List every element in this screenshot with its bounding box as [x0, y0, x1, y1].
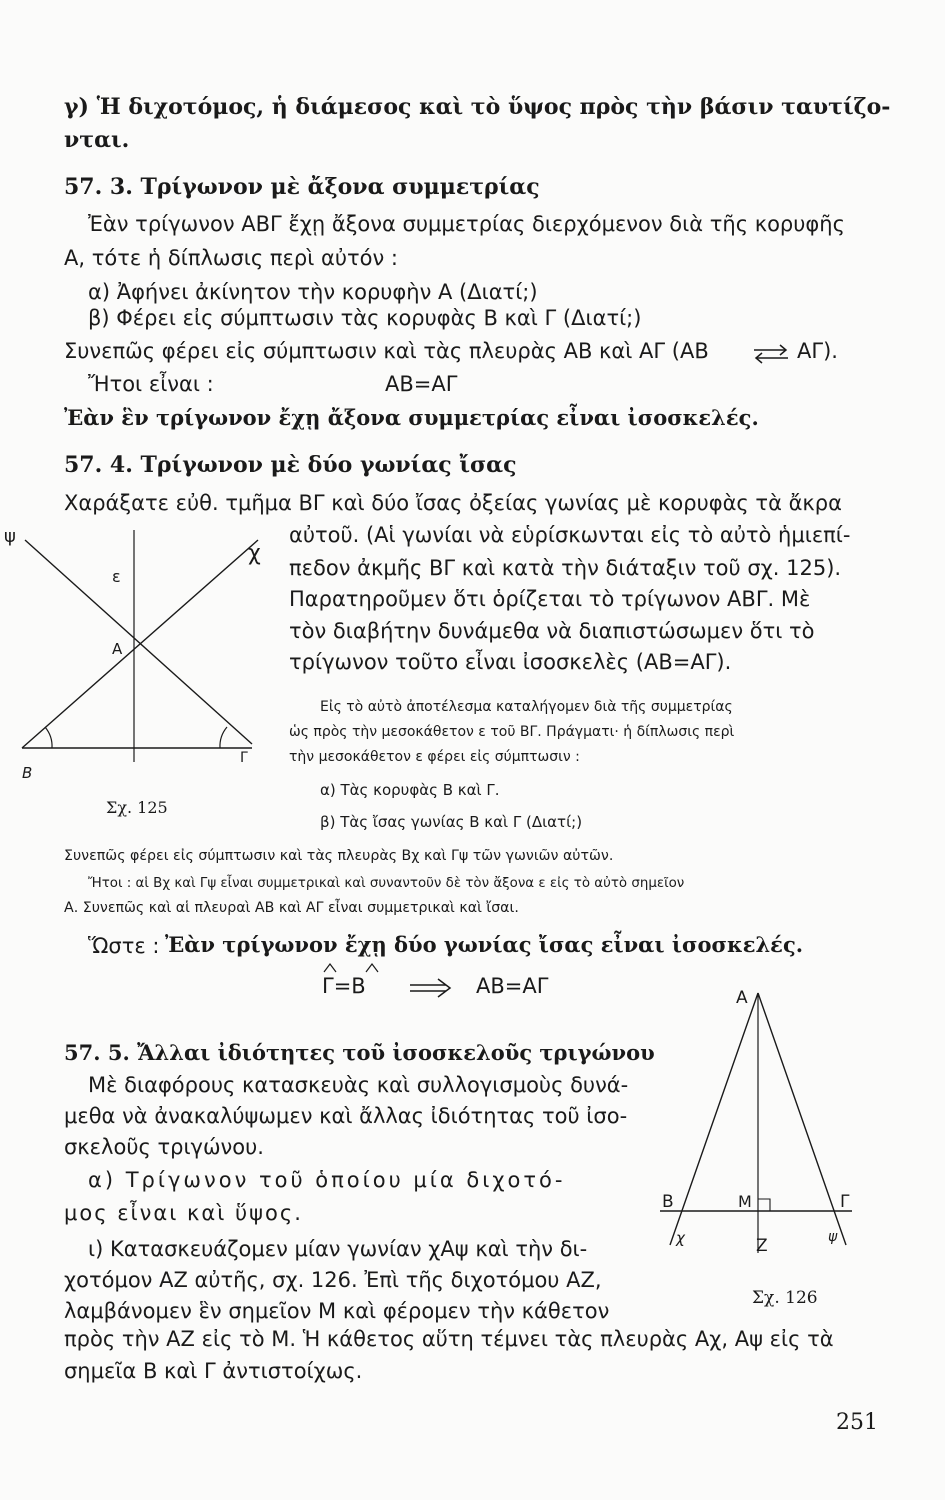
figure-125: [0, 520, 280, 830]
text-line: Ἤτοι εἶναι :: [88, 372, 214, 396]
text-line: σκελοῦς τριγώνου.: [64, 1135, 264, 1159]
small-text-line: Ἤτοι : αἱ Βχ καὶ Γψ εἶναι συμμετρικαὶ καὶ συναντοῦν δὲ τὸν ἄξονα ε εἰς τὸ αὐτὸ σημεῖον: [88, 876, 685, 891]
figure-126: [640, 975, 880, 1285]
text-line: α) Ἀφήνει ἀκίνητον τὴν κορυφὴν Α (Διατί;): [88, 280, 538, 304]
label-psi: ψ: [828, 1229, 838, 1245]
small-text-line: ὡς πρὸς τὴν μεσοκάθετον ε τοῦ ΒΓ. Πράγματι· ἡ δίπλωσις περὶ: [289, 724, 735, 740]
angle-arc-g: [220, 727, 227, 748]
angle-arc-b: [45, 727, 52, 748]
small-text-line: τὴν μεσοκάθετον ε φέρει εἰς σύμπτωσιν :: [289, 749, 580, 765]
formula-sides: ΑΒ=ΑΓ: [476, 974, 549, 998]
figure-126-caption: Σχ. 126: [752, 1288, 818, 1308]
figure-125-caption: Σχ. 125: [106, 798, 168, 817]
text-line: μος εἶναι καὶ ὕψος.: [64, 1201, 303, 1225]
ray-b-psi: [25, 540, 252, 744]
text-line: Συνεπῶς φέρει εἰς σύμπτωσιν καὶ τὰς πλευρὰς ΑΒ καὶ ΑΓ (ΑΒ: [64, 339, 709, 363]
rule-statement: Ἐὰν ἓν τρίγωνον ἔχῃ ἄξονα συμμετρίας εἶναι ἰσοσκελές.: [64, 405, 759, 430]
right-angle-mark: [758, 1199, 770, 1211]
small-text-line: Α. Συνεπῶς καὶ αἱ πλευραὶ ΑΒ καὶ ΑΓ εἶναι συμμετρικαὶ καὶ ἴσαι.: [64, 900, 519, 916]
label-epsilon: ε: [112, 567, 121, 586]
text-line: ΑΓ).: [797, 339, 838, 363]
text-line: Χαράξατε εὐθ. τμῆμα ΒΓ καὶ δύο ἴσας ὀξείας γωνίας μὲ κορυφὰς τὰ ἄκρα: [64, 491, 842, 515]
section-heading-57-4: 57. 4. Τρίγωνον μὲ δύο γωνίας ἴσας: [64, 452, 517, 478]
small-text-line: Συνεπῶς φέρει εἰς σύμπτωσιν καὶ τὰς πλευρὰς Βχ καὶ Γψ τῶν γωνιῶν αὐτῶν.: [64, 848, 614, 864]
text-line: νται.: [64, 127, 130, 153]
label-chi: χ: [248, 541, 261, 566]
text-line: πρὸς τὴν ΑΖ εἰς τὸ Μ. Ἡ κάθετος αὕτη τέμνει τὰς πλευρὰς Αχ, Αψ εἰς τὰ: [64, 1327, 834, 1351]
text-line: πεδον ἀκμῆς ΒΓ καὶ κατὰ τὴν διάταξιν τοῦ σχ. 125).: [289, 556, 842, 580]
implies-arrow-icon: [408, 976, 454, 1000]
text-line: β) Φέρει εἰς σύμπτωσιν τὰς κορυφὰς Β καὶ Γ (Διατί;): [88, 306, 642, 330]
text-line: αὐτοῦ. (Αἱ γωνίαι νὰ εὑρίσκωνται εἰς τὸ αὐτὸ ἡμιεπί-: [289, 523, 851, 547]
label-b: Β: [662, 1192, 674, 1212]
small-text-line: β) Τὰς ἴσας γωνίας Β καὶ Γ (Διατί;): [320, 813, 583, 831]
section-heading-57-5: 57. 5. Ἄλλαι ἰδιότητες τοῦ ἰσοσκελοῦς τριγώνου: [64, 1040, 655, 1065]
text-line: τὸν διαβήτην δυνάμεθα νὰ διαπιστώσωμεν ὅτι τὸ: [289, 619, 815, 643]
text-line: Ὥστε :: [88, 934, 160, 958]
label-b: Β: [22, 764, 33, 782]
label-m: Μ: [738, 1192, 752, 1211]
text-line: α) Τρίγωνον τοῦ ὁποίου μία διχοτό-: [88, 1168, 566, 1192]
label-g: Γ: [840, 1192, 850, 1212]
text-line: σημεῖα Β καὶ Γ ἀντιστοίχως.: [64, 1359, 363, 1383]
text-line: γ) Ἡ διχοτόμος, ἡ διάμεσος καὶ τὸ ὕψος πρὸς τὴν βάσιν ταυτίζο-: [64, 94, 891, 120]
label-a: Α: [736, 988, 748, 1008]
text-line: χοτόμον ΑΖ αὐτῆς, σχ. 126. Ἐπὶ τῆς διχοτόμου ΑΖ,: [64, 1268, 602, 1292]
label-z: Ζ: [756, 1236, 768, 1256]
text-line: τρίγωνον τοῦτο εἶναι ἰσοσκελὲς (ΑΒ=ΑΓ).: [289, 650, 732, 674]
text-line: Ἐὰν τρίγωνον ΑΒΓ ἔχῃ ἄξονα συμμετρίας διερχόμενον διὰ τῆς κορυφῆς: [88, 212, 845, 236]
ray-a-psi: [758, 993, 846, 1245]
rule-statement: Ἐὰν τρίγωνον ἔχῃ δύο γωνίας ἴσας εἶναι ἰσοσκελές.: [165, 932, 804, 957]
text-line: Παρατηροῦμεν ὅτι ὁρίζεται τὸ τρίγωνον ΑΒΓ. Μὲ: [289, 587, 811, 611]
angle-hat-marks: [322, 958, 382, 978]
page-number: 251: [836, 1410, 878, 1435]
text-line: ι) Κατασκευάζομεν μίαν γωνίαν χΑψ καὶ τὴν δι-: [88, 1237, 588, 1261]
label-chi: χ: [676, 1229, 685, 1247]
text-line: μεθα νὰ ἀνακαλύψωμεν καὶ ἄλλας ἰδιότητας τοῦ ἰσο-: [64, 1104, 628, 1128]
formula-angles: Γ=Β: [322, 974, 366, 998]
text-line: Α, τότε ἡ δίπλωσις περὶ αὐτόν :: [64, 246, 398, 270]
formula: ΑΒ=ΑΓ: [385, 372, 458, 396]
small-text-line: Εἰς τὸ αὐτὸ ἀποτέλεσμα καταλήγομεν διὰ τῆς συμμετρίας: [320, 699, 733, 715]
text-line: λαμβάνομεν ἓν σημεῖον Μ καὶ φέρομεν τὴν κάθετον: [64, 1299, 610, 1323]
label-psi: ψ: [4, 526, 16, 547]
text-line: Μὲ διαφόρους κατασκευὰς καὶ συλλογισμοὺς δυνά-: [88, 1073, 629, 1097]
double-arrow-icon: [752, 342, 790, 366]
label-a: Α: [112, 640, 123, 658]
label-g: Γ: [240, 750, 248, 766]
small-text-line: α) Τὰς κορυφὰς Β καὶ Γ.: [320, 781, 500, 799]
section-heading-57-3: 57. 3. Τρίγωνον μὲ ἄξονα συμμετρίας: [64, 174, 540, 200]
